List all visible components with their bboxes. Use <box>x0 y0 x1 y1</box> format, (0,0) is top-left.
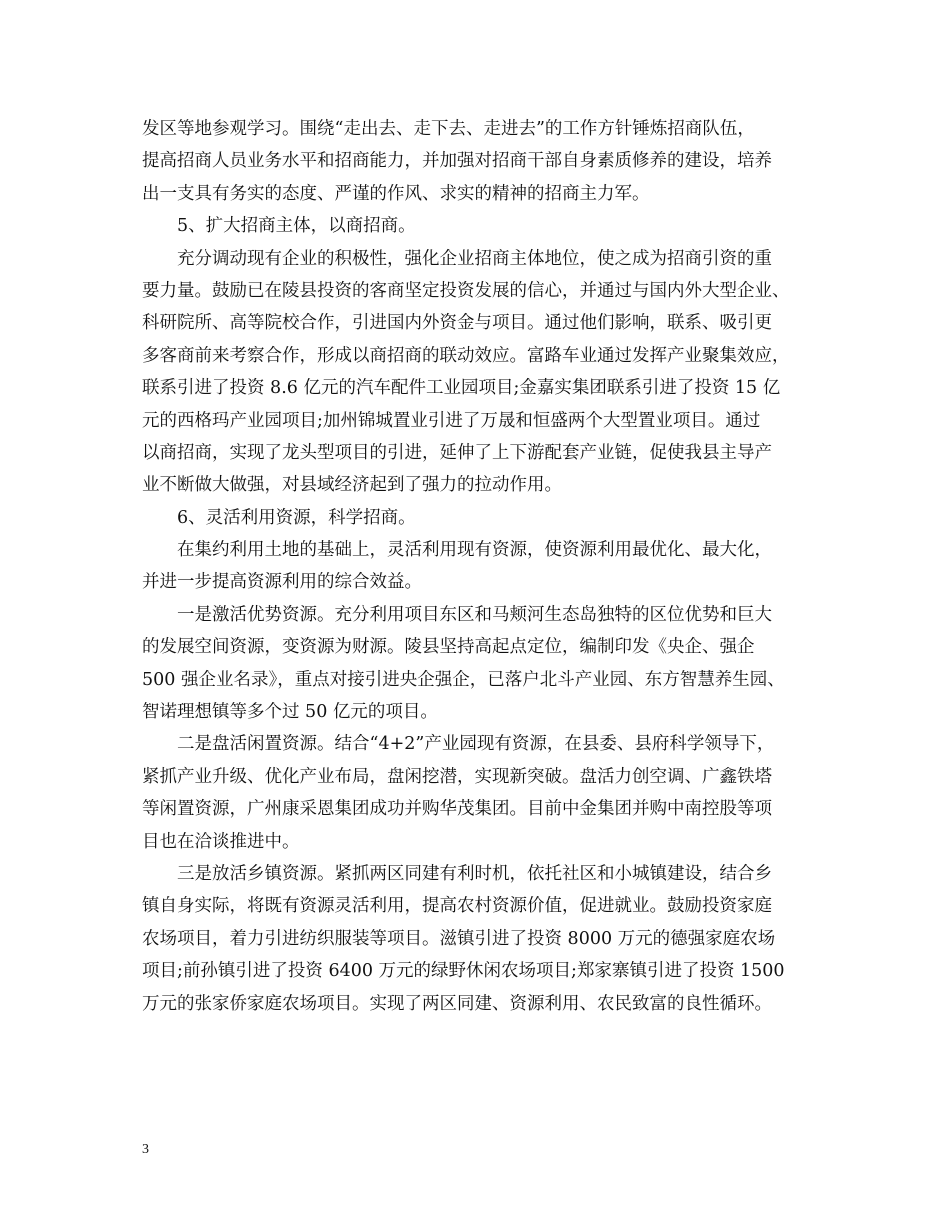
text-line: 智诺理想镇等多个过 50 亿元的项目。 <box>142 702 438 723</box>
text-line: 镇自身实际，将既有资源灵活利用，提高农村资源价值，促进就业。鼓励投资家庭 <box>142 896 772 917</box>
text-line: 以商招商，实现了龙头型项目的引进，延伸了上下游配套产业链，促使我县主导产 <box>142 442 772 463</box>
text-line: 的发展空间资源，变资源为财源。陵县坚持高起点定位，编制印发《央企、强企 <box>142 637 755 658</box>
text-line: 发区等地参观学习。围绕“走出去、走下去、走进去”的工作方针锤炼招商队伍， <box>142 119 755 139</box>
text-line: 等闲置资源，广州康采恩集团成功并购华茂集团。目前中金集团并购中南控股等项 <box>142 799 772 820</box>
text-line: 并进一步提高资源利用的综合效益。 <box>142 572 422 593</box>
text-line: 提高招商人员业务水平和招商能力，并加强对招商干部自身素质修养的建设，培养 <box>142 151 772 172</box>
text-line: 在集约利用土地的基础上，灵活利用现有资源，使资源利用最优化、最大化， <box>177 540 772 561</box>
text-line: 充分调动现有企业的积极性，强化企业招商主体地位，使之成为招商引资的重 <box>177 248 772 269</box>
text-line: 三是放活乡镇资源。紧抓两区同建有利时机，依托社区和小城镇建设，结合乡 <box>177 863 772 884</box>
text-line: 科研院所、高等院校合作，引进国内外资金与项目。通过他们影响，联系、吸引更 <box>142 313 772 334</box>
text-line: 要力量。鼓励已在陵县投资的客商坚定投资发展的信心，并通过与国内外大型企业、 <box>142 280 790 301</box>
text-line: 出一支具有务实的态度、严谨的作风、求实的精神的招商主力军。 <box>142 183 650 204</box>
page-number: 3 <box>142 1142 149 1157</box>
text-line: 项目;前孙镇引进了投资 6400 万元的绿野休闲农场项目;郑家寨镇引进了投资 1500 <box>142 961 785 982</box>
text-line: 500 强企业名录》，重点对接引进央企强企，已落户北斗产业园、东方智慧养生园、 <box>142 669 785 690</box>
text-line: 联系引进了投资 8.6 亿元的汽车配件工业园项目;金嘉实集团联系引进了投资 15 亿 <box>142 378 781 399</box>
text-line: 5、扩大招商主体，以商招商。 <box>177 216 416 237</box>
text-line: 业不断做大做强，对县域经济起到了强力的拉动作用。 <box>142 475 562 496</box>
body-text <box>142 113 812 1020</box>
text-line: 二是盘活闲置资源。结合“4+2”产业园现有资源，在县委、县府科学领导下， <box>177 734 775 755</box>
text-line: 农场项目，着力引进纺织服装等项目。滋镇引进了投资 8000 万元的德强家庭农场 <box>142 928 776 949</box>
text-line: 紧抓产业升级、优化产业布局，盘闲挖潜，实现新突破。盘活力创空调、广鑫铁塔 <box>142 766 772 787</box>
text-line: 目也在洽谈推进中。 <box>142 831 300 852</box>
text-line: 元的西格玛产业园项目;加州锦城置业引进了万晟和恒盛两个大型置业项目。通过 <box>142 410 761 431</box>
text-line: 万元的张家侨家庭农场项目。实现了两区同建、资源利用、农民致富的良性循环。 <box>142 993 772 1014</box>
text-line: 一是激活优势资源。充分利用项目东区和马颊河生态岛独特的区位优势和巨大 <box>177 604 772 625</box>
text-line: 6、灵活利用资源，科学招商。 <box>177 507 416 528</box>
text-line: 多客商前来考察合作，形成以商招商的联动效应。富路车业通过发挥产业聚集效应， <box>142 345 790 366</box>
